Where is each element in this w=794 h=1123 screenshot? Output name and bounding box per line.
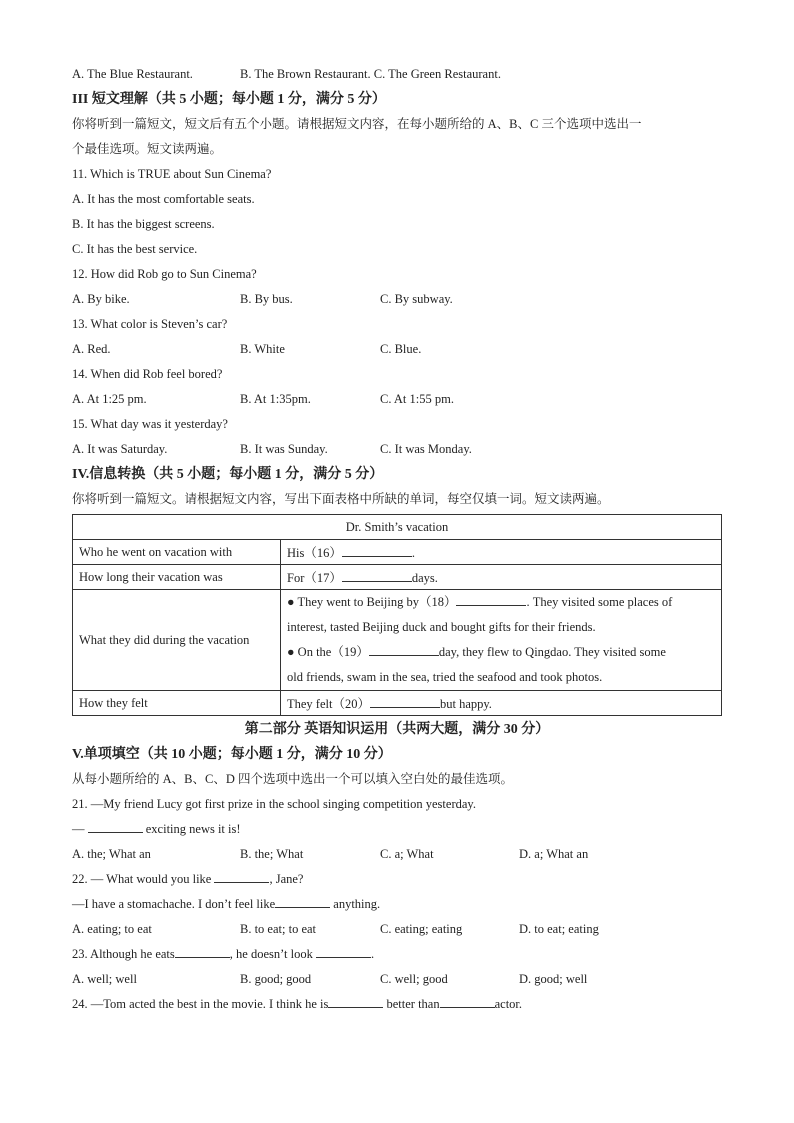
cell-text: They felt（20）: [287, 697, 370, 711]
option-b: B. good; good: [240, 972, 312, 986]
section3-title: III 短文理解（共 5 小题；每小题 1 分，满分 5 分）: [72, 92, 386, 107]
q10-options: [72, 62, 722, 87]
answer-blank[interactable]: [88, 820, 143, 833]
cell-text: day, they flew to Qingdao. They visited some: [438, 645, 666, 659]
answer-blank-18[interactable]: [456, 593, 526, 606]
section5-instruction: 从每小题所给的 A、B、C、D 四个选项中选出一个可以填入空白处的最佳选项。: [72, 772, 513, 786]
text: 22. — What would you like: [72, 872, 215, 886]
option-b-c: B. The Brown Restaurant. C. The Green Restaurant.: [240, 67, 501, 81]
option-a: A. the; What an: [72, 847, 151, 861]
cell-line: [287, 590, 715, 615]
answer-blank-16[interactable]: [342, 544, 412, 557]
section3-instruction: 你将听到一篇短文，短文后有五个小题。请根据短文内容，在每小题所给的 A、B、C 三个选项中选出一: [72, 117, 642, 131]
cell-text: but happy.: [439, 697, 492, 711]
table-title-row: [73, 515, 722, 540]
q22-stem: [72, 867, 722, 892]
part2-title: 第二部分 英语知识运用（共两大题，满分 30 分）: [244, 722, 550, 737]
option-a: A. The Blue Restaurant.: [72, 67, 193, 81]
q22-options: [72, 917, 722, 942]
text: 23. Although he eats: [72, 947, 175, 961]
text: , Jane?: [269, 872, 304, 886]
q11-option-c: C. It has the best service.: [72, 242, 198, 256]
cell-line: old friends, swam in the sea, tried the seafood and took photos.: [287, 670, 603, 684]
answer-blank[interactable]: [175, 945, 230, 958]
cell-line: [287, 640, 715, 665]
info-table: [72, 514, 722, 716]
q21-stem: 21. —My friend Lucy got first prize in the school singing competition yesterday.: [72, 797, 476, 811]
option-b: B. At 1:35pm.: [240, 392, 311, 406]
option-a: A. eating; to eat: [72, 922, 152, 936]
option-b: B. the; What: [240, 847, 304, 861]
answer-blank[interactable]: [328, 995, 383, 1008]
q13-stem: 13. What color is Steven’s car?: [72, 317, 228, 331]
table-row: [73, 590, 722, 691]
option-a: A. At 1:25 pm.: [72, 392, 147, 406]
option-c: C. By subway.: [380, 292, 453, 306]
answer-blank-17[interactable]: [342, 569, 412, 582]
answer-blank[interactable]: [275, 895, 330, 908]
option-c: C. At 1:55 pm.: [380, 392, 454, 406]
q11-option-a: A. It has the most comfortable seats.: [72, 192, 255, 206]
table-row: [73, 565, 722, 590]
q14-options: [72, 387, 722, 412]
option-a: A. Red.: [72, 342, 111, 356]
text: anything.: [330, 897, 381, 911]
q21-options: [72, 842, 722, 867]
row-label: Who he went on vacation with: [73, 540, 281, 565]
cell-text: days.: [411, 571, 438, 585]
q14-stem: 14. When did Rob feel bored?: [72, 367, 223, 381]
option-d: D. to eat; eating: [519, 922, 599, 936]
cell-text: ● On the（19）: [287, 645, 369, 659]
row-label: What they did during the vacation: [73, 590, 281, 691]
option-b: B. It was Sunday.: [240, 442, 328, 456]
q15-options: [72, 437, 722, 462]
option-b: B. to eat; to eat: [240, 922, 317, 936]
option-c: C. eating; eating: [380, 922, 463, 936]
option-a: A. By bike.: [72, 292, 130, 306]
answer-blank[interactable]: [316, 945, 371, 958]
table-row: [73, 540, 722, 565]
q21-response: [72, 817, 722, 842]
text: , he doesn’t look: [229, 947, 316, 961]
cell-text: .: [411, 546, 415, 560]
cell-text: His（16）: [287, 546, 342, 560]
q12-options: [72, 287, 722, 312]
q13-options: [72, 337, 722, 362]
answer-blank[interactable]: [440, 995, 495, 1008]
section5-title: V.单项填空（共 10 小题；每小题 1 分，满分 10 分）: [72, 747, 392, 762]
option-c: C. well; good: [380, 972, 448, 986]
option-b: B. White: [240, 342, 285, 356]
cell-text: . They visited some places of: [526, 595, 673, 609]
section4-instruction: 你将听到一篇短文。请根据短文内容，写出下面表格中所缺的单词，每空仅填一词。短文读两遍。: [72, 492, 610, 506]
option-a: A. well; well: [72, 972, 137, 986]
cell-line: interest, tasted Beijing duck and bought gifts for their friends.: [287, 620, 596, 634]
q23-options: [72, 967, 722, 992]
exam-page: [72, 62, 722, 1017]
q12-stem: 12. How did Rob go to Sun Cinema?: [72, 267, 257, 281]
text: better than: [383, 997, 440, 1011]
row-value: [281, 691, 722, 716]
answer-blank[interactable]: [214, 870, 269, 883]
q15-stem: 15. What day was it yesterday?: [72, 417, 228, 431]
option-a: A. It was Saturday.: [72, 442, 168, 456]
text: exciting news it is!: [142, 822, 241, 836]
table-row: [73, 691, 722, 716]
q11-stem: 11. Which is TRUE about Sun Cinema?: [72, 167, 272, 181]
option-d: D. a; What an: [519, 847, 589, 861]
q11-option-b: B. It has the biggest screens.: [72, 217, 215, 231]
option-c: C. Blue.: [380, 342, 422, 356]
option-d: D. good; well: [519, 972, 588, 986]
section4-title: IV.信息转换（共 5 小题；每小题 1 分，满分 5 分）: [72, 467, 384, 482]
text: 24. —Tom acted the best in the movie. I think he is: [72, 997, 329, 1011]
option-c: C. a; What: [380, 847, 434, 861]
answer-blank-20[interactable]: [370, 695, 440, 708]
row-value: [281, 590, 722, 691]
text: actor.: [494, 997, 523, 1011]
row-label: How they felt: [73, 691, 281, 716]
q23-stem: [72, 942, 722, 967]
option-c: C. It was Monday.: [380, 442, 472, 456]
answer-blank-19[interactable]: [369, 643, 439, 656]
q22-response: [72, 892, 722, 917]
text: —I have a stomachache. I don’t feel like: [72, 897, 276, 911]
row-value: [281, 540, 722, 565]
q24-stem: [72, 992, 722, 1017]
row-label: How long their vacation was: [73, 565, 281, 590]
text: .: [370, 947, 375, 961]
cell-text: ● They went to Beijing by（18）: [287, 595, 457, 609]
text: —: [72, 822, 85, 836]
option-b: B. By bus.: [240, 292, 293, 306]
table-title: Dr. Smith’s vacation: [73, 515, 722, 540]
row-value: [281, 565, 722, 590]
section3-instruction-cont: 个最佳选项。短文读两遍。: [72, 142, 223, 156]
cell-text: For（17）: [287, 571, 342, 585]
